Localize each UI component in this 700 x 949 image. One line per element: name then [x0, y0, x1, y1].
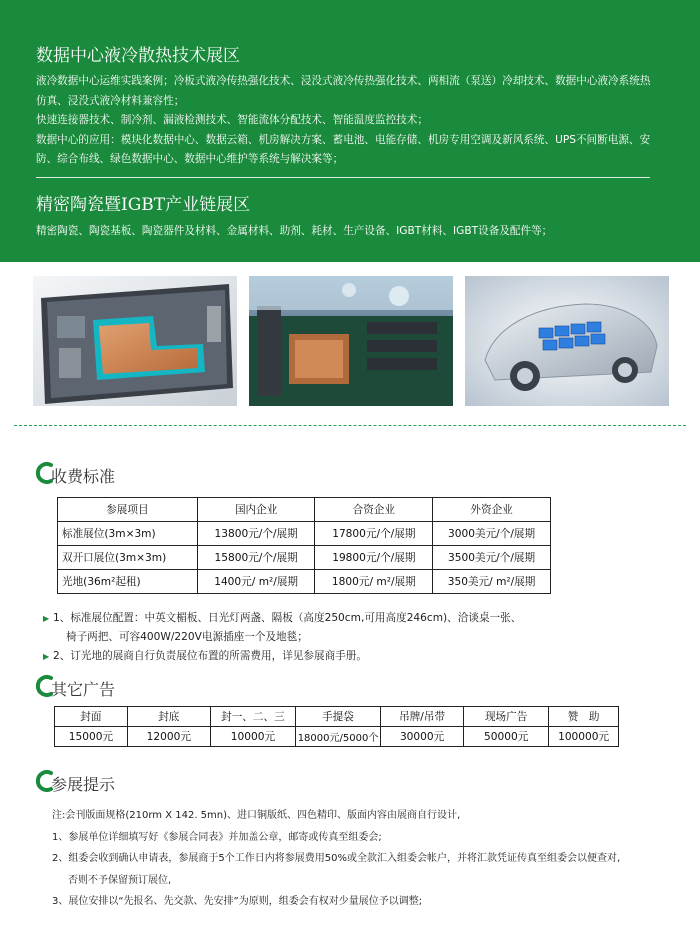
electric-car-battery-photo — [465, 276, 669, 406]
table-header-row — [55, 707, 619, 727]
table-header: 外资企业 — [433, 498, 551, 522]
price-cell: 350美元/ m²/展期 — [433, 570, 551, 594]
price-cell: 3500美元/个/展期 — [433, 546, 551, 570]
tip-line: 1、参展单位详细填写好《参展合同表》并加盖公章，邮寄或传真至组委会; — [52, 831, 382, 843]
section-divider — [14, 425, 686, 426]
price-cell: 18000元/5000个 — [295, 727, 380, 747]
zone1-description — [36, 72, 654, 170]
tip-line: 否则不予保留预订展位, — [68, 874, 172, 886]
zone2-title: 精密陶瓷暨IGBT产业链展区 — [36, 195, 251, 215]
zone2-description: 精密陶瓷、陶瓷基板、陶瓷器件及材料、金属材料、助剂、耗材、生产设备、IGBT材料、IGBT设备及配件等； — [36, 225, 553, 237]
price-cell: 100000元 — [549, 727, 619, 747]
table-row — [58, 522, 551, 546]
price-cell: 12000元 — [127, 727, 210, 747]
table-header: 赞 助 — [549, 707, 619, 727]
price-cell: 1400元/ m²/展期 — [197, 570, 315, 594]
table-header: 国内企业 — [197, 498, 315, 522]
table-header: 封底 — [127, 707, 210, 727]
note-line: ▶ 1、标准展位配置：中英文楣板、日光灯两盏、隔板（高度250cm,可用高度246cm)、洽谈桌一张、 — [43, 609, 521, 628]
price-cell: 17800元/个/展期 — [315, 522, 433, 546]
price-cell: 50000元 — [464, 727, 549, 747]
booth-type: 双开口展位(3m×3m) — [58, 546, 198, 570]
tip-line: 3、展位安排以“先报名、先交款、先安排”为原则，组委会有权对少量展位予以调整; — [52, 896, 423, 908]
bullet-triangle-icon: ▶ — [43, 652, 50, 661]
phone-liquid-cooling-photo — [33, 276, 237, 406]
table-header: 手提袋 — [295, 707, 380, 727]
table-header: 合资企业 — [315, 498, 433, 522]
table-header: 封面 — [55, 707, 128, 727]
server-immersion-cooling-photo — [249, 276, 453, 406]
price-cell: 15800元/个/展期 — [197, 546, 315, 570]
note-line: ▶ 2、订光地的展商自行负责展位布置的所需费用，详见参展商手册。 — [43, 647, 521, 666]
exhibit-zones-banner — [0, 0, 700, 262]
fee-table — [57, 497, 551, 594]
zone1-paragraph: 液冷数据中心运维实践案例；冷板式液冷传热强化技术、浸没式液冷传热强化技术、两相流（泵送）冷却技术、数据中心液冷系统热仿真、浸没式液冷材料兼容性； — [36, 75, 651, 107]
zone1-paragraph: 数据中心的应用：模块化数据中心、数据云箱、机房解决方案、蓄电池、电能存储、机房专用空调及新风系统、UPS不间断电源、安防、综合布线、绿色数据中心、数据中心维护等系统与解决案等； — [36, 133, 651, 166]
zone1-paragraph: 快速连接器技术、制冷剂、漏液检测技术、智能流体分配技术、智能温度监控技术； — [36, 114, 428, 127]
tips-list — [52, 805, 692, 913]
tips-title: 参展提示 — [51, 775, 116, 794]
ad-table — [54, 706, 619, 747]
bullet-triangle-icon: ▶ — [43, 614, 50, 623]
fee-notes — [43, 609, 521, 666]
fees-title: 收费标准 — [51, 467, 116, 486]
tip-line: 2、组委会收到确认申请表，参展商于5个工作日内将参展费用50%或全款汇入组委会帐户，并将汇款凭证传真至组委会以便查对, — [52, 853, 621, 865]
table-row — [58, 546, 551, 570]
banner-divider — [36, 177, 650, 178]
price-cell: 30000元 — [381, 727, 464, 747]
price-cell: 19800元/个/展期 — [315, 546, 433, 570]
table-header: 吊牌/吊带 — [381, 707, 464, 727]
note-line: 椅子两把、可容400W/220V电源插座一个及地毯； — [66, 631, 308, 643]
booth-type: 光地(36m²起租) — [58, 570, 198, 594]
price-cell: 13800元/个/展期 — [197, 522, 315, 546]
price-cell: 3000美元/个/展期 — [433, 522, 551, 546]
price-cell: 1800元/ m²/展期 — [315, 570, 433, 594]
table-row — [55, 727, 619, 747]
table-row — [58, 570, 551, 594]
booth-type: 标准展位(3m×3m) — [58, 522, 198, 546]
ads-title: 其它广告 — [51, 680, 116, 699]
photo-strip — [0, 276, 700, 406]
table-header: 现场广告 — [464, 707, 549, 727]
price-cell: 10000元 — [210, 727, 295, 747]
price-cell: 15000元 — [55, 727, 128, 747]
table-header: 参展项目 — [58, 498, 198, 522]
tip-line: 注:会刊版面规格(210rm X 142. 5mn)、进口铜版纸、四色精印、版面内容由展商自行设计, — [52, 810, 461, 821]
zone1-title: 数据中心液冷散热技术展区 — [36, 46, 240, 66]
table-header: 封一、二、三 — [210, 707, 295, 727]
table-header-row — [58, 498, 551, 522]
